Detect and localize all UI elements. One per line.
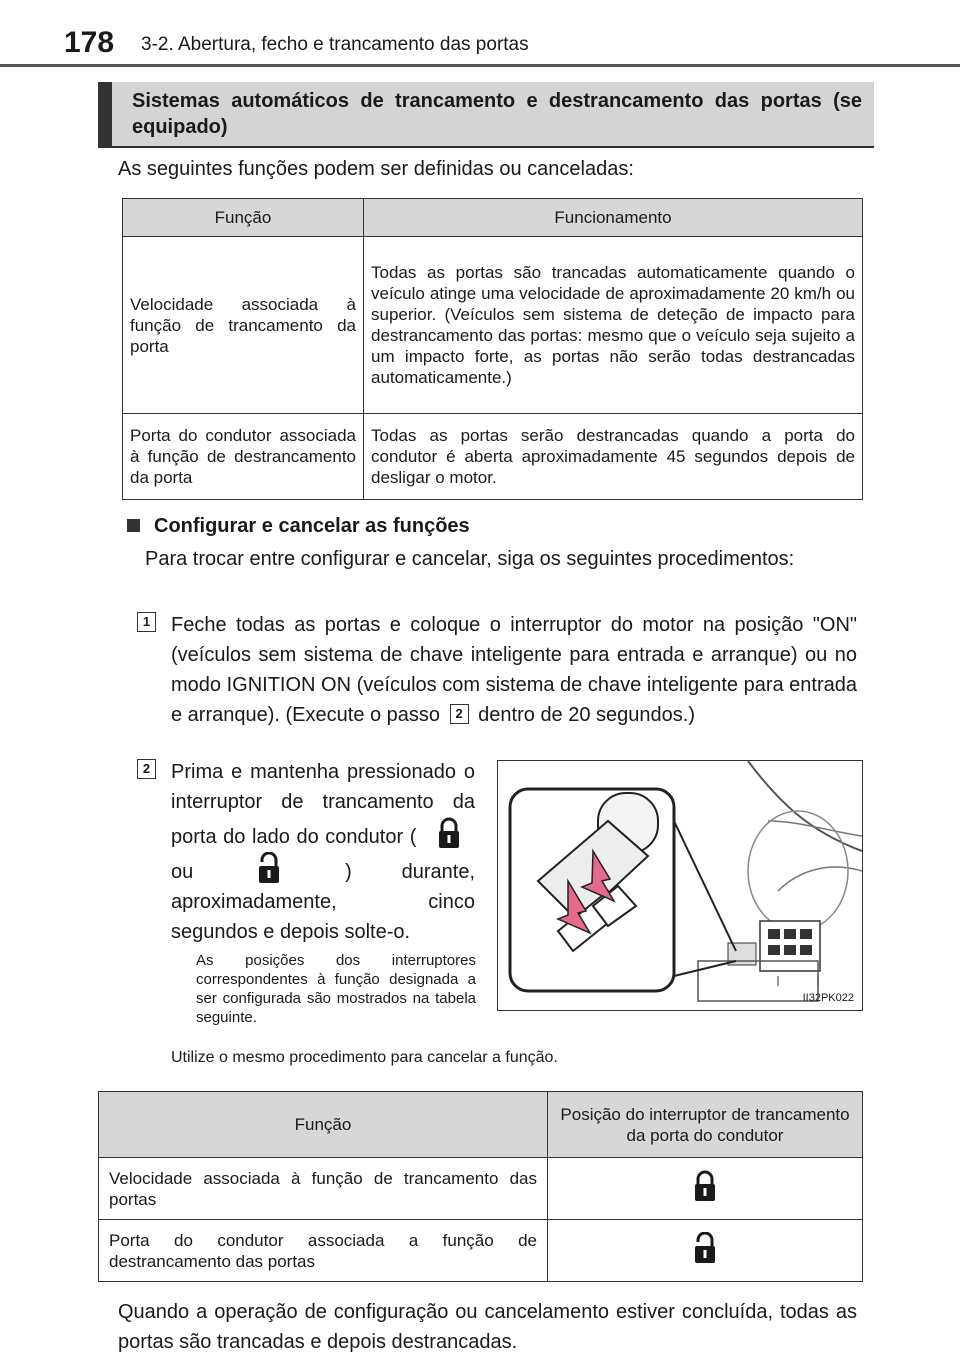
subsection-heading: Configurar e cancelar as funções [127, 515, 470, 538]
step-1-text: Feche todas as portas e coloque o interruptor do motor na posição "ON" (veículos sem sistema de chave inteligente para entrada e arranque) ou no modo IGNITION ON (veículos com sistema de chave inteligente para entrada e arranque). (Execute o passo 2 dentro de 20 segundos.) [171, 614, 857, 726]
running-header: 3-2. Abertura, fecho e trancamento das portas [141, 34, 529, 55]
section-heading-box [98, 82, 874, 148]
page-number: 178 [64, 26, 115, 59]
step-ref-marker: 2 [450, 704, 469, 724]
table-row [99, 1220, 863, 1282]
door-panel-drawing [498, 761, 862, 1010]
table2-icon-cell [548, 1220, 863, 1282]
cancel-note: Utilize o mesmo procedimento para cancelar a função. [171, 1049, 558, 1066]
table1-function-cell: Porta do condutor associada à função de destrancamento da porta [123, 414, 364, 500]
door-switch-illustration [497, 760, 863, 1011]
table1-header-operation: Funcionamento [364, 199, 863, 237]
table2-function-cell: Velocidade associada à função de trancamento das portas [99, 1158, 548, 1220]
intro-text: As seguintes funções podem ser definidas ou canceladas: [118, 158, 634, 180]
section-heading: Sistemas automáticos de trancamento e destrancamento das portas (se equipado) [132, 90, 862, 138]
table-row [123, 237, 863, 414]
illustration-code: II32PK022 [802, 992, 854, 1004]
bullet-square-icon [127, 519, 140, 532]
switch-position-table [98, 1091, 863, 1282]
procedure-intro: Para trocar entre configurar e cancelar, siga os seguintes procedimentos: [145, 548, 795, 570]
table1-function-cell: Velocidade associada à função de trancamento da porta [123, 237, 364, 414]
unlock-icon [693, 1232, 717, 1264]
lock-icon [437, 817, 461, 849]
header-rule [0, 64, 960, 67]
table1-operation-cell: Todas as portas serão destrancadas quando a porta do condutor é aberta aproximadamente 45 segundos depois de desligar o motor. [364, 414, 863, 500]
step-2-marker: 2 [137, 759, 156, 779]
functions-table [122, 198, 863, 500]
table2-function-cell: Porta do condutor associada a função de destrancamento das portas [99, 1220, 548, 1282]
lock-icon [693, 1170, 717, 1202]
table-row [123, 414, 863, 500]
step-2-text: Prima e mantenha pressionado o interruptor de trancamento da porta do lado do condutor ( ou ) durante, aproximadamente, cinco segundos e depois solte-o. [171, 761, 476, 943]
step-2-note: As posições dos interruptores correspondentes à função designada a ser configurada são mostrados na tabela seguinte. [196, 952, 476, 1026]
step-1-marker: 1 [137, 612, 156, 632]
table1-operation-cell: Todas as portas são trancadas automaticamente quando o veículo atinge uma velocidade de aproximadamente 20 km/h ou superior. (Veículos sem sistema de deteção de impacto para destrancamento das portas: mesmo que o veículo seja sujeito a um impacto forte, as portas não serão todas destrancadas automaticamente.) [364, 237, 863, 414]
table1-header-function: Função [123, 199, 364, 237]
table2-header-function: Função [99, 1092, 548, 1158]
table2-icon-cell [548, 1158, 863, 1220]
table2-header-position: Posição do interruptor de trancamento da porta do condutor [548, 1092, 863, 1158]
closing-text: Quando a operação de configuração ou cancelamento estiver concluída, todas as portas são trancadas e depois destrancadas. [118, 1301, 857, 1353]
unlock-icon [257, 852, 281, 884]
table-row [99, 1158, 863, 1220]
